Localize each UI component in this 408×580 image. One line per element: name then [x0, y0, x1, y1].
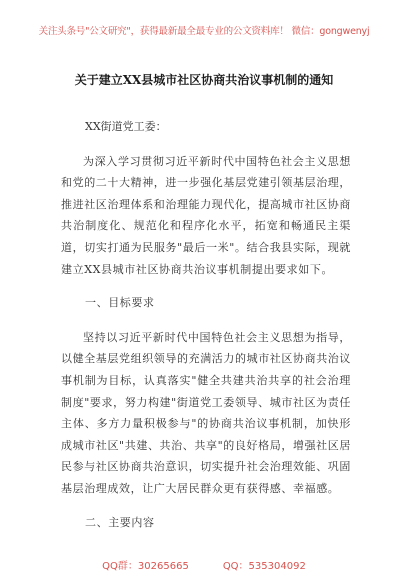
goals-paragraph: 坚持以习近平新时代中国特色社会主义思想为指导，以健全基层党组织领导的充满活力的城市社区协商共治议事机制为目标，认真落实"健全共建共治共享的社会治理制度"要求，努力构建"街道党工委领导、城市社区为责任主体、多方力量积极参与"的协商共治议事机制，加快形成城市社区"共建、共治、共享"的良好格局，增强社区居民参与社区协商共治意识，切实提升社会治理效能、巩固基层治理成效，让广大居民群众更有获得感、幸福感。 [61, 330, 351, 495]
intro-paragraph: 为深入学习贯彻习近平新时代中国特色社会主义思想和党的二十大精神，进一步强化基层党建引领基层治理，推进社区治理体系和治理能力现代化，提高城市社区协商共治制度化、规范化和程序化水平，拓宽和畅通民主渠道，切实打通为民服务"最后一米"。结合我县实际，现就建立XX县城市社区协商共治议事机制提出要求如下。 [61, 154, 351, 276]
footer-contact [0, 557, 408, 572]
header-banner: 关注头条号"公文研究"，获得最新最全最专业的公文资料库！ 微信：gongwenyj [38, 26, 370, 37]
section-heading-content: 二、主要内容 [85, 515, 155, 529]
salutation: XX街道党工委： [85, 120, 167, 133]
section-heading-goals: 一、目标要求 [85, 296, 155, 310]
page-title: 关于建立XX县城市社区协商共治议事机制的通知 [74, 73, 334, 87]
qq-number: QQ：535304092 [222, 561, 306, 572]
document-body [61, 116, 351, 546]
qq-group-number: QQ群：30265665 [102, 561, 189, 572]
